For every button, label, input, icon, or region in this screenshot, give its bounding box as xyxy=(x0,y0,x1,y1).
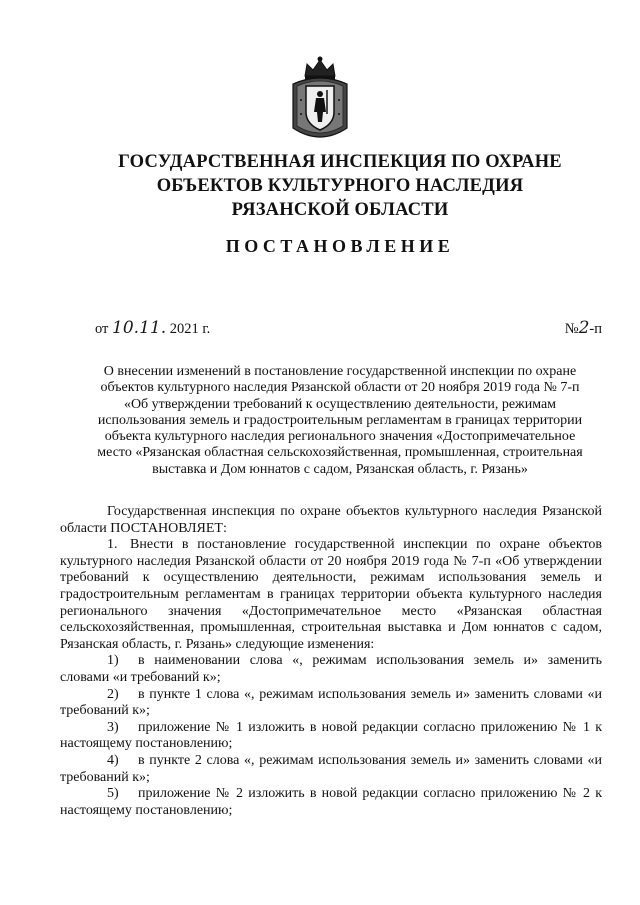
clause-item-number: 3) xyxy=(107,719,119,735)
clause-item-number: 2) xyxy=(107,686,119,702)
subject-line-2: объектов культурного наследия Рязанской области от 20 ноября 2019 года № 7-п xyxy=(100,380,580,396)
clause-item-text: приложение № 1 изложить в новой редакции согласно приложению № 1 к настоящему постановлению; xyxy=(60,719,602,752)
number-suffix: -п xyxy=(589,321,602,337)
clause-1-number: 1. xyxy=(107,537,118,553)
subject-line-4: использования земель и градостроительным регламентам в границах территории xyxy=(97,412,583,428)
clause-item xyxy=(60,786,602,819)
document-number xyxy=(565,318,602,338)
agency-name xyxy=(60,150,620,222)
document-body xyxy=(60,504,602,819)
clause-item-number: 1) xyxy=(107,653,119,669)
agency-name-line-1: ГОСУДАРСТВЕННАЯ ИНСПЕКЦИЯ ПО ОХРАНЕ xyxy=(118,152,562,172)
subject-line-1: О внесении изменений в постановление государственной инспекции по охране xyxy=(103,364,577,379)
subject-line-6: место «Рязанская областная сельскохозяйственная, промышленная, строительная xyxy=(97,445,583,461)
clause-item xyxy=(60,687,602,720)
clause-item-text: в пункте 1 слова «, режимам использования земель и» заменить словами «и требований к»; xyxy=(60,686,602,719)
clause-1 xyxy=(60,537,602,653)
document-subject xyxy=(60,364,620,478)
date-handwritten: 10.11. xyxy=(112,318,167,338)
clause-item-text: приложение № 2 изложить в новой редакции согласно приложению № 2 к настоящему постановлению; xyxy=(60,786,602,818)
date-prefix: от xyxy=(95,321,109,337)
clause-item-number: 5) xyxy=(107,786,119,802)
subject-line-5: объекта культурного наследия регионального значения «Достопримечательное xyxy=(104,429,576,445)
number-prefix: № xyxy=(564,321,579,337)
subject-line-3: «Об утверждении требований к осуществлению деятельности, режимам xyxy=(123,396,557,412)
clause-1-text: Внести в постановление государственной инспекции по охране объектов культурного наследия Рязанской области от 20 ноября 2019 года № 7-п «Об утверждении требований к осуществлению деятельности, режимам использования земель и градостроительным регламентам в границах территории объекта культурного наследия регионального значения «Достопримечательное место «Рязанская областная сельскохозяйственная, промышленная, строительная выставка и Дом юннатов с садом, Рязанская область, г. Рязань» следующие изменения: xyxy=(60,537,602,652)
subject-line-7: выставка и Дом юннатов с садом, Рязанская область, г. Рязань» xyxy=(152,461,528,477)
date-suffix: 2021 г. xyxy=(169,321,211,337)
agency-name-line-2: ОБЪЕКТОВ КУЛЬТУРНОГО НАСЛЕДИЯ xyxy=(156,176,524,196)
number-handwritten: 2 xyxy=(578,318,590,338)
clause-item xyxy=(60,720,602,753)
coat-of-arms-emblem xyxy=(289,54,351,144)
document-type-title: ПОСТАНОВЛЕНИЕ xyxy=(225,236,455,256)
clause-item-text: в наименовании слова «, режимам использования земель и» заменить словами «и требований к»; xyxy=(60,653,602,685)
clause-item-number: 4) xyxy=(107,752,119,768)
clause-item xyxy=(60,653,602,686)
document-date xyxy=(95,318,210,338)
agency-name-line-3: РЯЗАНСКОЙ ОБЛАСТИ xyxy=(231,200,449,220)
clause-item-text: в пункте 2 слова «, режимам использования земель и» заменить словами «и требований к»; xyxy=(60,752,602,785)
clause-item xyxy=(60,753,602,786)
preamble-paragraph: Государственная инспекция по охране объектов культурного наследия Рязанской области ПОСТАНОВЛЯЕТ: xyxy=(60,504,602,536)
